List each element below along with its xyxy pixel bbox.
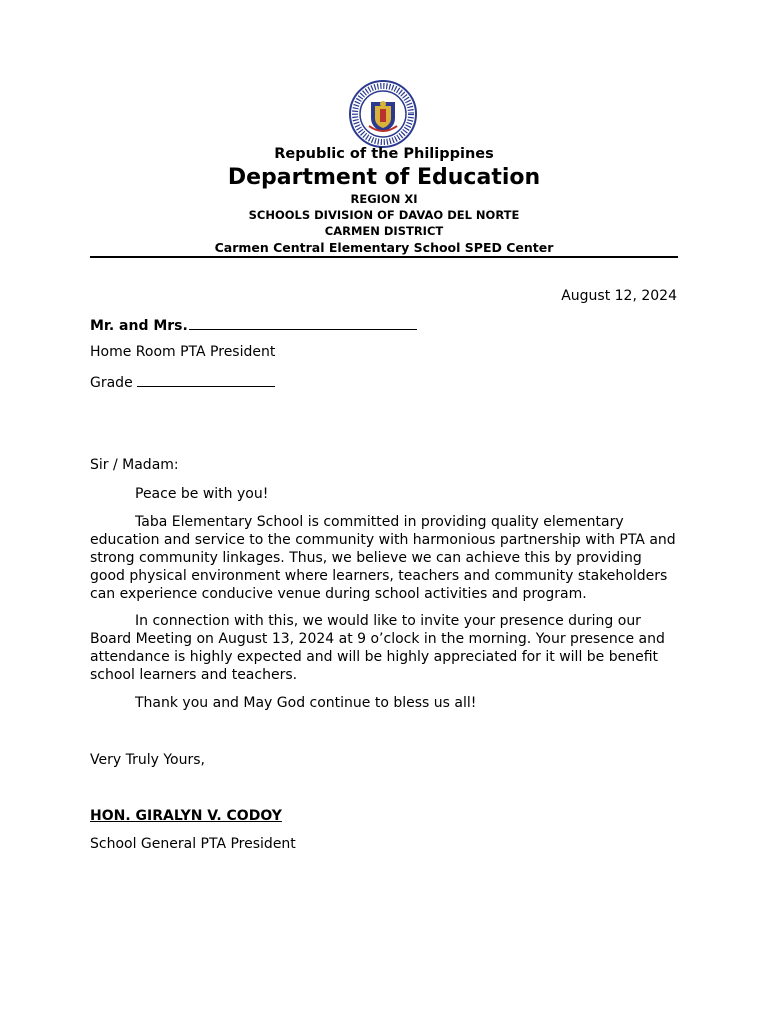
republic-heading: Republic of the Philippines	[274, 146, 494, 162]
department-heading: Department of Education	[227, 165, 541, 190]
body-paragraph-1: Taba Elementary School is committed in providing quality elementary education and service to the community with harmonious partnership with PTA and strong community linkages. Thus, we believe we can achieve this by providing good physical environment where learners, teachers and community stakeholders can experience conducive venue during school activities and program.	[90, 514, 676, 602]
header-divider	[90, 256, 678, 258]
addressee-line	[90, 315, 417, 335]
salutation: Sir / Madam:	[90, 457, 179, 473]
greeting: Peace be with you!	[135, 486, 269, 502]
district-heading: CARMEN DISTRICT	[324, 224, 444, 238]
thanks-line: Thank you and May God continue to bless us all!	[135, 695, 477, 711]
division-heading: SCHOOLS DIVISION OF DAVAO DEL NORTE	[248, 208, 520, 222]
deped-seal-icon	[349, 80, 417, 148]
addressee-blank	[189, 315, 417, 330]
body-paragraph-2: In connection with this, we would like to invite your presence during our Board Meeting on August 13, 2024 at 9 o’clock in the morning. Your presence and attendance is highly expected and will be highly appreciated for it will be benefit school learners and teachers.	[90, 613, 665, 683]
grade-blank	[137, 372, 275, 387]
grade-line	[90, 372, 275, 392]
region-heading: REGION XI	[350, 192, 418, 206]
addressee-role: Home Room PTA President	[90, 344, 276, 360]
grade-label: Grade	[90, 375, 133, 391]
school-heading: Carmen Central Elementary School SPED Center	[214, 240, 554, 255]
letter-date: August 12, 2024	[561, 288, 677, 304]
signer-title: School General PTA President	[90, 836, 296, 852]
closing: Very Truly Yours,	[90, 752, 205, 768]
addressee-prefix: Mr. and Mrs.	[90, 318, 188, 334]
signer-name: HON. GIRALYN V. CODOY	[90, 808, 282, 824]
